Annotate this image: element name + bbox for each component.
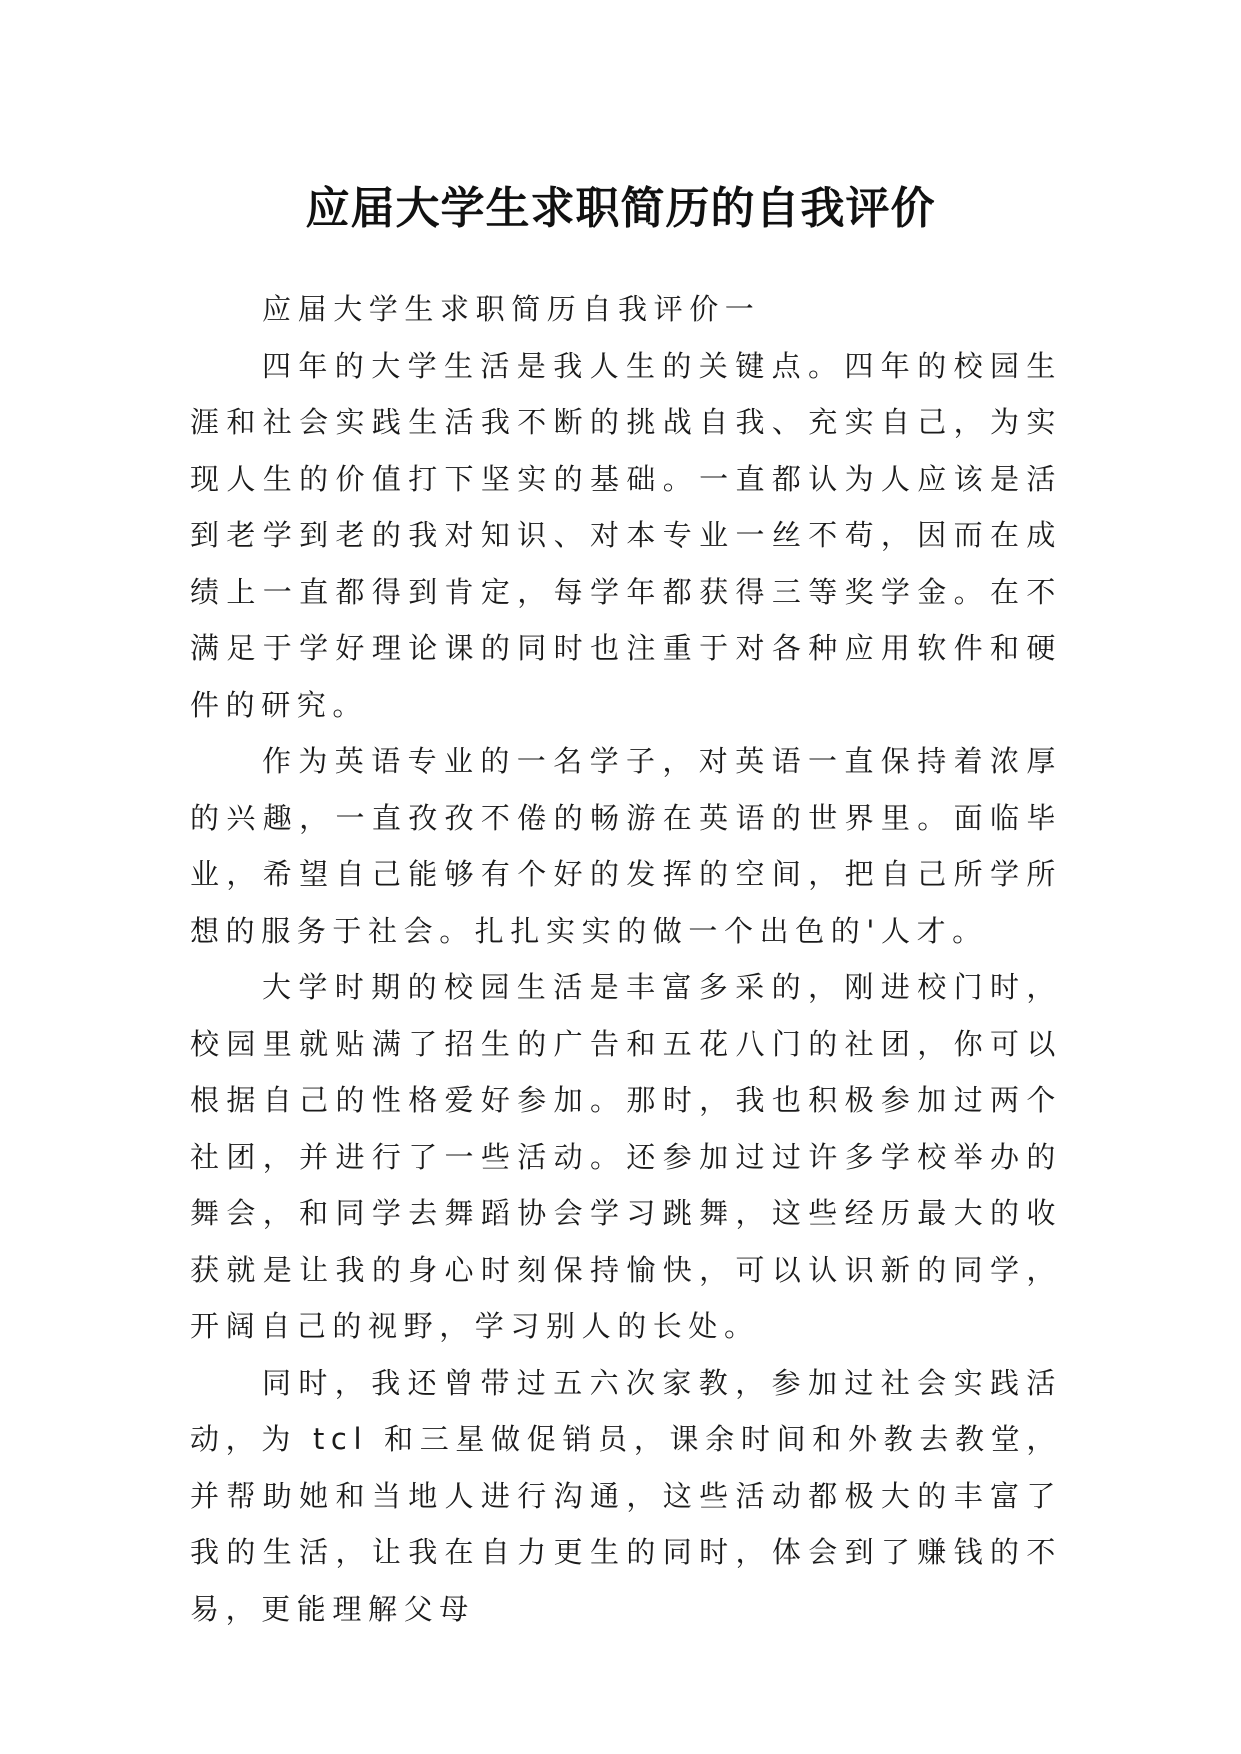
document-title: 应届大学生求职简历的自我评价 <box>305 183 936 235</box>
document-body <box>190 281 1062 1637</box>
body-paragraph: 四年的大学生活是我人生的关键点。四年的校园生涯和社会实践生活我不断的挑战自我、充实自己，为实现人生的价值打下坚实的基础。一直都认为人应该是活到老学到老的我对知识、对本专业一丝不苟，因而在成绩上一直都得到肯定，每学年都获得三等奖学金。在不满足于学好理论课的同时也注重于对各种应用软件和硬件的研究。 <box>190 348 1062 722</box>
body-paragraph: 大学时期的校园生活是丰富多采的，刚进校门时，校园里就贴满了招生的广告和五花八门的社团，你可以根据自己的性格爱好参加。那时，我也积极参加过两个社团，并进行了一些活动。还参加过过许多学校举办的舞会，和同学去舞蹈协会学习跳舞，这些经历最大的收获就是让我的身心时刻保持愉快，可以认识新的同学，开阔自己的视野，学习别人的长处。 <box>190 970 1062 1343</box>
section-heading: 应届大学生求职简历自我评价一 <box>262 292 761 326</box>
body-paragraph: 同时，我还曾带过五六次家教，参加过社会实践活动，为 tcl 和三星做促销员，课余时间和外教去教堂，并帮助她和当地人进行沟通，这些活动都极大的丰富了我的生活，让我在自力更生的同时，体会到了赚钱的不易，更能理解父母 <box>190 1365 1062 1626</box>
body-paragraph: 作为英语专业的一名学子，对英语一直保持着浓厚的兴趣，一直孜孜不倦的畅游在英语的世界里。面临毕业，希望自己能够有个好的发挥的空间，把自己所学所想的服务于社会。扎扎实实的做一个出色的'人才。 <box>190 744 1062 948</box>
